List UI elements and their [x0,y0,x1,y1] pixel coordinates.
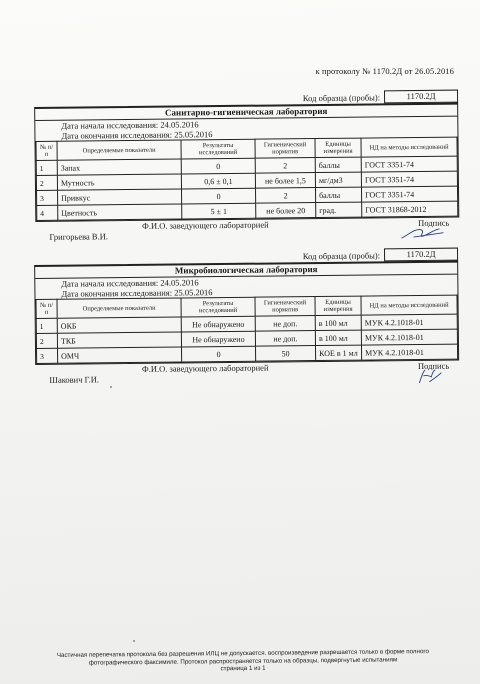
signature-cell [321,361,459,372]
row-unit: КОЕ в 1 мл [315,345,361,360]
row-num: 1 [36,160,57,175]
lab-title: Санитарно-гигиеническая лаборатория [35,105,457,121]
protocol-reference: к протоколу № 1170.2Д от 26.05.2016 [315,66,454,76]
row-indicator: Запах [57,159,181,175]
col-unit-header: Единицы измерения [315,296,361,315]
row-num: 2 [36,175,57,190]
row-method: МУК 4.2.1018-01 [361,314,457,330]
row-method: ГОСТ 3351-74 [361,171,457,187]
sanitary-lab-block [34,90,460,244]
col-norm-header: Гигиенический норматив [255,139,315,159]
row-indicator: Цветность [58,204,182,220]
lab-title: Микробиологическая лаборатория [35,263,457,279]
sample-code-label: Код образца (пробы): [302,249,381,261]
row-indicator: Привкус [58,189,182,205]
lab-head-name: Григорьева В.И. [49,231,109,242]
row-indicator: ОМЧ [58,347,182,363]
lab-head-label: Ф.И.О. заведующего лабораторией [142,219,269,231]
row-result: 0,6 ± 0,1 [181,173,255,189]
microbiology-lab-block [34,248,459,387]
results-table [35,137,458,221]
date-start: Дата начала исследования: 24.05.2016 [61,119,199,131]
row-result: 0 [182,346,256,362]
row-norm: 2 [255,188,315,204]
signature-row [35,218,459,244]
row-norm: 50 [255,346,315,362]
footer-line-2: фотографического факсимиле. Протокол распространяется только на образцы, подвергнутые испытаниям [88,655,398,667]
col-indicator-header: Определяемые показатели [57,140,181,160]
col-method-header: НД на методы исследований [361,295,457,315]
row-result: 0 [182,188,256,204]
row-method: ГОСТ 3351-74 [361,186,457,202]
row-num: 1 [36,318,57,333]
sanitary-lab-frame [34,103,459,222]
row-result: Не обнаружено [181,316,255,332]
row-indicator: ТКБ [57,332,181,348]
sample-code-label: Код образца (пробы): [302,91,381,103]
row-unit: мг/дм3 [315,172,361,187]
results-table [35,295,458,364]
paper-speck [110,386,112,388]
col-method-header: НД на методы исследований [361,137,457,157]
row-method: ГОСТ 3351-74 [361,156,457,172]
lab-head-label: Ф.И.О. заведующего лабораторией [141,362,269,374]
col-indicator-header: Определяемые показатели [57,298,181,318]
row-unit: в 100 мл [315,315,361,330]
paper-speck [133,640,135,642]
row-unit: в 100 мл [315,330,361,345]
row-result: 5 ± 1 [182,203,256,219]
footer-page-number: страница 1 из 1 [220,664,266,673]
microbiology-lab-frame [34,261,459,365]
lab-head [35,362,321,385]
row-num: 3 [37,348,58,363]
signature-cell [321,218,459,229]
row-result: 0 [181,158,255,174]
col-num-header: № п/п [36,299,57,318]
date-end: Дата окончания исследования: 25.05.2016 [61,129,213,141]
row-method: МУК 4.2.1018-01 [361,344,457,360]
col-result-header: Результаты исследований [181,139,255,159]
signature-row [35,361,459,387]
row-unit: баллы [315,157,361,172]
row-num: 3 [37,190,58,205]
date-start: Дата начала исследования: 24.05.2016 [61,277,199,289]
row-indicator: ОКБ [57,317,181,333]
row-norm: не доп. [255,331,315,347]
row-unit: град. [316,202,362,217]
row-method: ГОСТ 31868-2012 [362,201,458,217]
row-method: МУК 4.2.1018-01 [361,329,457,345]
row-unit: баллы [315,187,361,202]
col-unit-header: Единицы измерения [315,138,361,157]
row-norm: не доп. [255,316,315,332]
row-num: 4 [37,205,58,220]
col-result-header: Результаты исследований [181,297,255,317]
row-result: Не обнаружено [181,331,255,347]
signature-label: Подпись [418,217,450,228]
handwritten-signature-icon [399,224,445,242]
footer-disclaimer [38,648,448,675]
lab-head-name: Шакович Г.И. [49,374,99,385]
footer-line-1: Частичная перепечатка протокола без разрешения ИЛЦ не допускается. воспроизведение разрешается только в форме полного [56,648,429,659]
sample-code-value: 1170.2Д [384,90,458,104]
date-end: Дата окончания исследования: 25.05.2016 [61,287,213,299]
row-num: 2 [36,333,57,348]
signature-label: Подпись [417,360,450,371]
row-norm: не более 20 [256,203,316,219]
row-indicator: Мутность [57,174,181,190]
sample-code-value: 1170.2Д [384,248,458,262]
row-norm: не более 1,5 [255,173,315,189]
handwritten-signature-icon [399,367,445,385]
col-norm-header: Гигиенический норматив [255,297,315,317]
row-norm: 2 [255,158,315,174]
lab-head [35,219,321,242]
col-num-header: № п/п [36,141,57,160]
